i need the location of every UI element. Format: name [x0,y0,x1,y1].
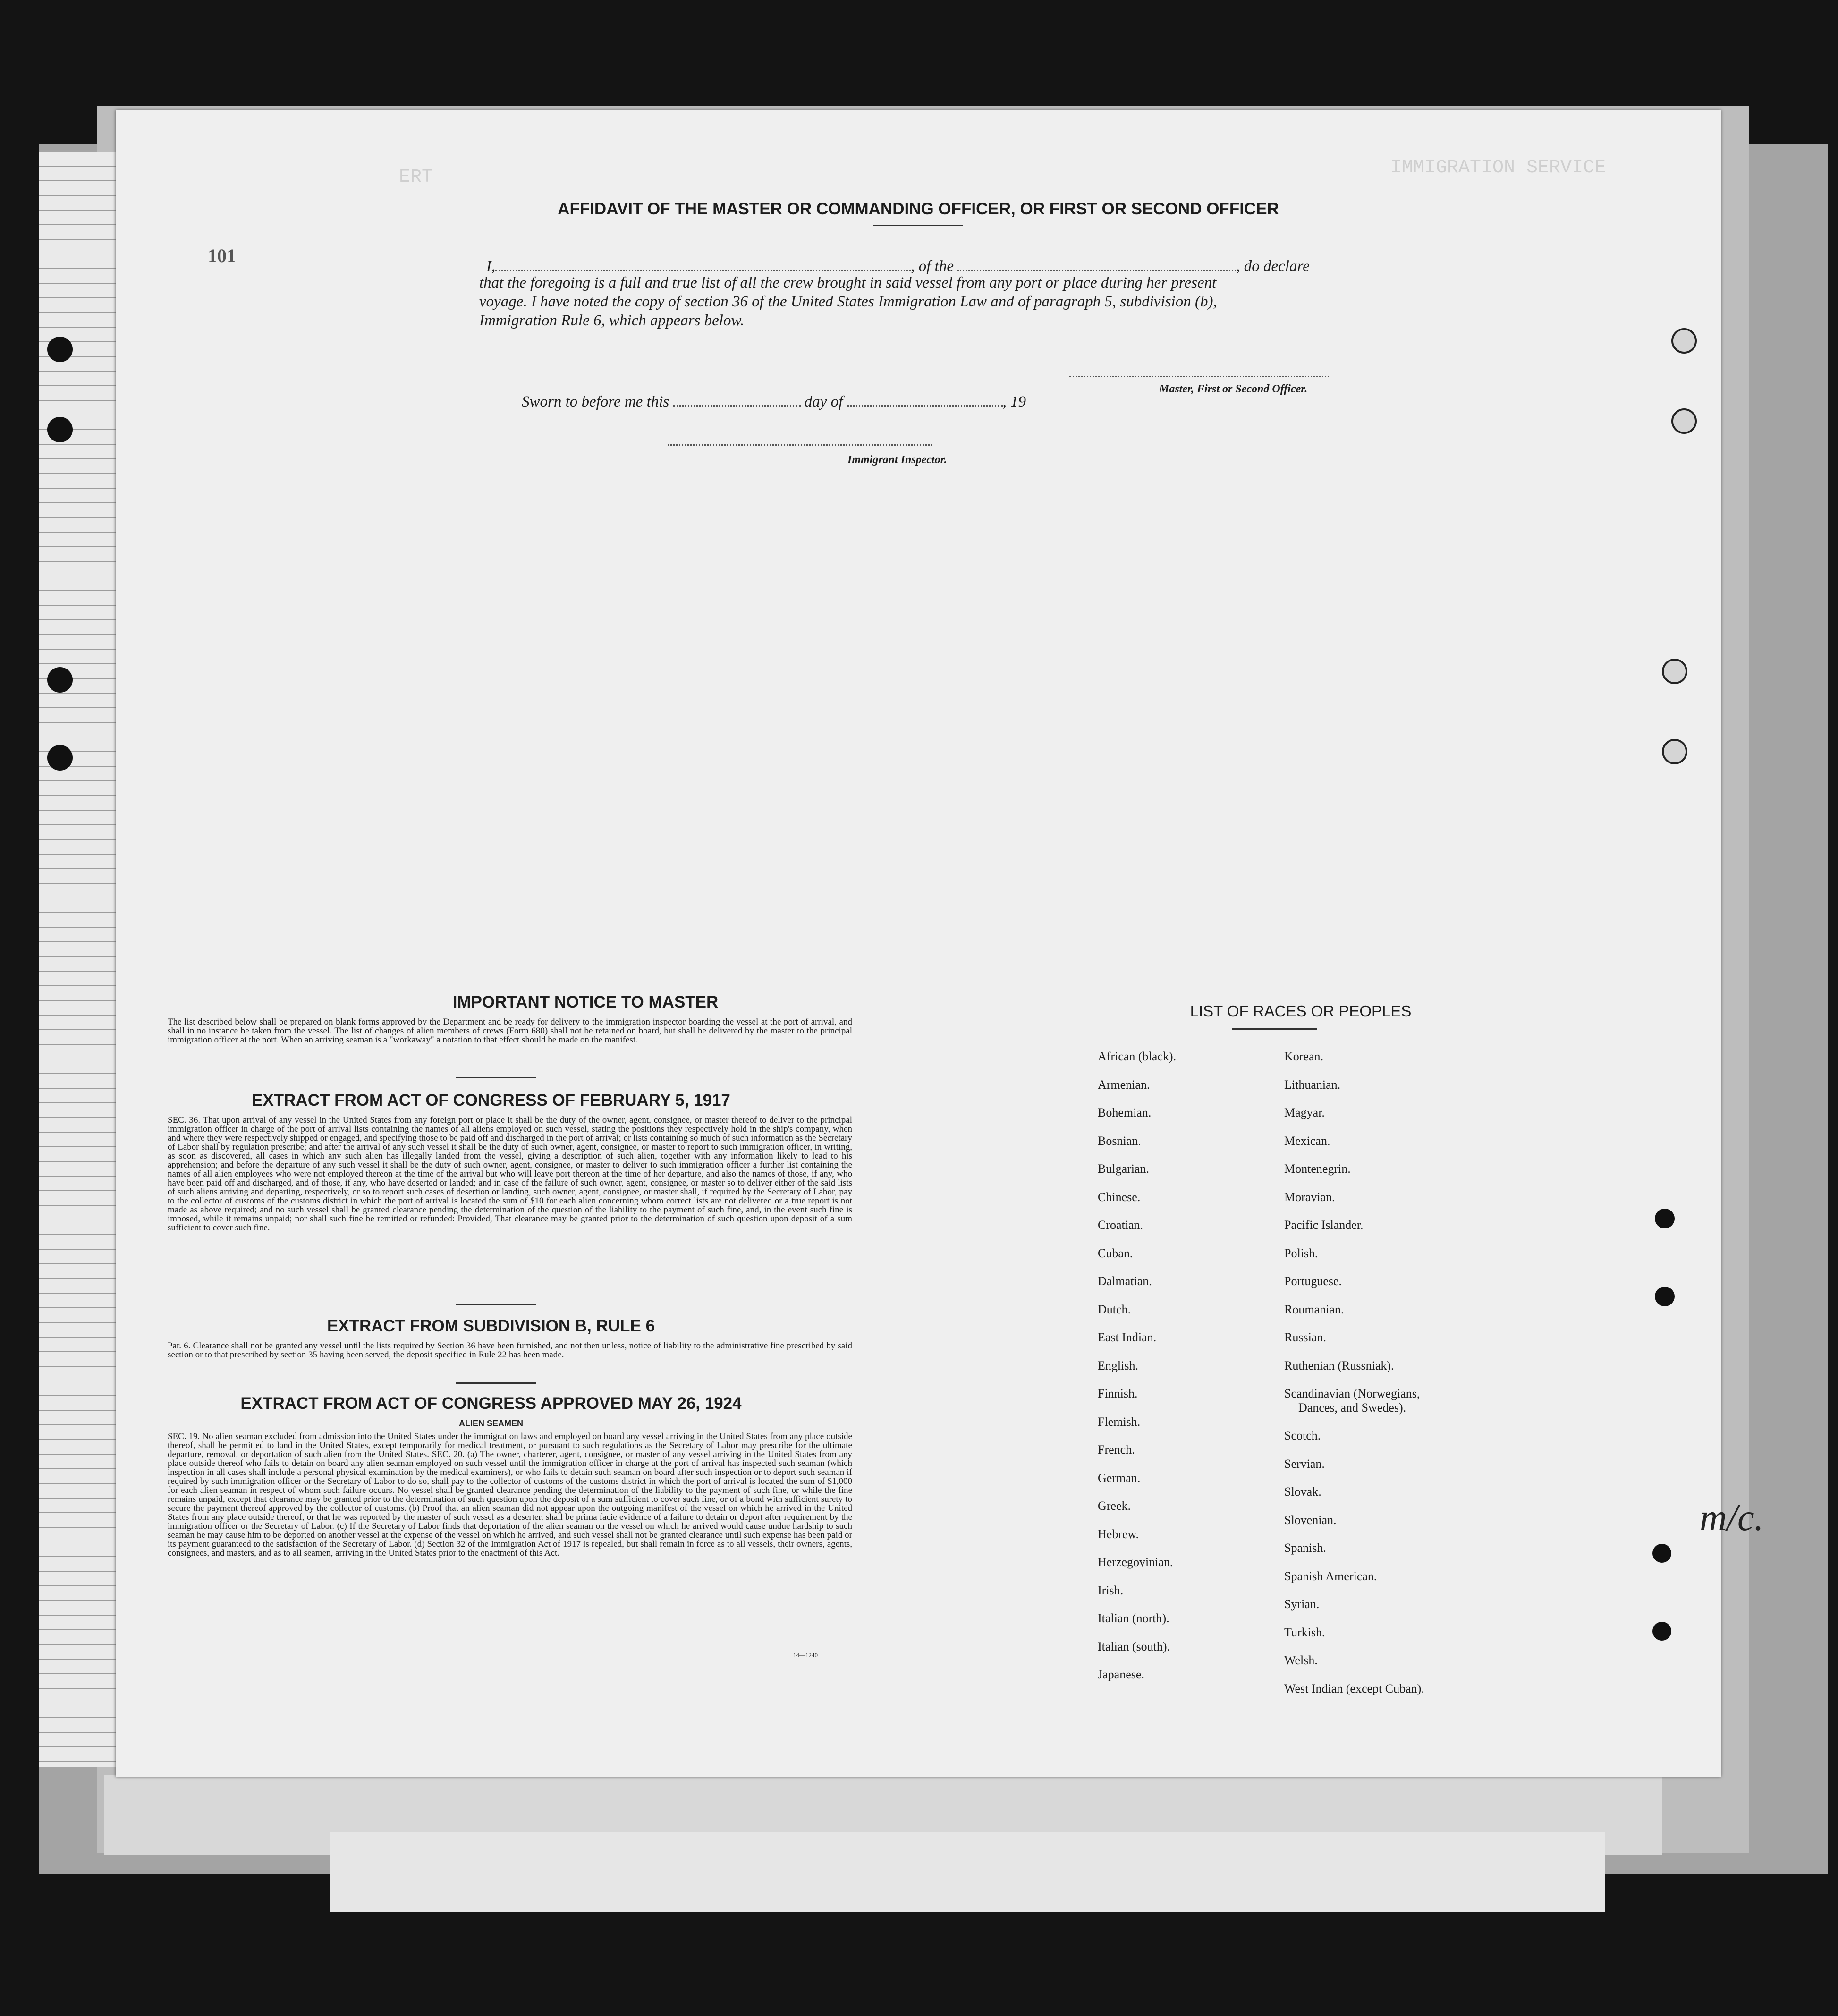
race-item: Croatian. [1098,1218,1143,1232]
punch-hole [47,745,73,771]
extract-1924-title: EXTRACT FROM ACT OF CONGRESS APPROVED MAY 26, 1924 [240,1394,742,1413]
master-signature-caption: Master, First or Second Officer. [1159,383,1308,395]
punch-hole-right [1671,408,1697,434]
punch-hole-right [1662,739,1687,764]
race-item: Korean. [1284,1050,1324,1063]
bleed-through-text: IMMIGRATION SERVICE [1390,157,1606,178]
race-item: English. [1098,1358,1138,1372]
affidavit-line-3: voyage. I have noted the copy of section 36 of the United States Immigration Law and of paragraph 5, subdivision (b), [479,293,1217,310]
race-item: Polish. [1284,1246,1318,1260]
year-text: , 19 [1002,393,1026,410]
master-name-blank [495,266,911,271]
race-item: Syrian. [1284,1597,1320,1611]
race-item: Italian (north). [1098,1611,1169,1625]
handwritten-page-number: 101 [208,245,236,266]
race-item: Armenian. [1098,1077,1150,1092]
vessel-name-blank [957,266,1236,271]
punch-hole-right-dark [1652,1544,1671,1563]
bleed-through-text: ERT [399,167,433,188]
extract-rule6-title: EXTRACT FROM SUBDIVISION B, RULE 6 [327,1317,655,1335]
master-signature-line [1069,372,1329,377]
race-item: Ruthenian (Russniak). [1284,1358,1394,1372]
affidavit-declare: , do declare [1236,258,1310,275]
race-item: Roumanian. [1284,1302,1344,1316]
race-item: Spanish American. [1284,1569,1377,1583]
race-item: East Indian. [1098,1330,1157,1344]
race-item: Servian. [1284,1457,1325,1471]
title-rule [873,225,963,226]
inspector-signature-line [668,440,932,446]
affidavit-title: AFFIDAVIT OF THE MASTER OR COMMANDING OFFICER, OR FIRST OR SECOND OFFICER [558,200,1279,218]
day-of-text: day of [804,393,843,410]
race-item: Welsh. [1284,1653,1318,1667]
race-item: Lithuanian. [1284,1077,1341,1092]
section-rule [456,1382,536,1384]
race-item: Russian. [1284,1330,1326,1344]
extract-1924-body: SEC. 19. No alien seaman excluded from admission into the United States under the immigration laws and employed on board any vessel arriving in the United States from any place outside thereof, shall be permitted to land in the United States, except temporarily for medical treatment, or pursuant to such regulations as the Secretary of Labor may prescribe for the ultimate departure, removal, or deportation of such alien from the United States. SEC. 20. (a) The owner, charterer, agent, consignee, or master of any vessel arriving in the United States from any place outside thereof who fails to detain on board any alien seaman employed on such vessel until the immigration officer in charge at the port of arrival has inspected such seaman (which inspection in all cases shall include a personal physical examination by the medical examiners), or who fails to detain such seaman on board after such inspection or to deport such seaman if required by such immigration officer or the Secretary of Labor to do so, shall pay to the collector of customs of the customs district in which the port of arrival is located the sum of $1,000 for each alien seaman in respect of whom such failure occurs. No vessel shall be granted clearance pending the determination of the liability to the payment of such fine, or while the fine remains unpaid, except that clearance may be granted prior to the determination of such question upon the deposit of a sum sufficient to cover such fine, or of a bond with sufficient surety to secure the payment thereof approved by the collector of customs. (b) Proof that an alien seaman did not appear upon the outgoing manifest of the vessel on which he arrived in the United States from any place outside thereof, or that he was reported by the master of such vessel as a deserter, shall be prima facie evidence of a failure to detain or deport after requirement by the immigration officer or the Secretary of Labor. (c) If the Secretary of Labor finds that deportation of the alien seaman on the vessel on which he arrived would cause undue hardship to such seaman he may cause him to be deported on another vessel at the expense of the vessel on which he arrived, and such vessel shall not be granted clearance until such expense has been paid or its payment guaranteed to the satisfaction of the Secretary of Labor. (d) Section 32 of the Immigration Act of 1917 is repealed, but shall remain in force as to all vessels, their owners, agents, consignees, and masters, and as to all seamen, arriving in the United States prior to the enactment of this Act. [168,1432,852,1558]
affidavit-line-2: that the foregoing is a full and true list of all the crew brought in said vessel from any port or place during her present [479,274,1217,291]
race-item: German. [1098,1471,1141,1485]
race-item: Scotch. [1284,1429,1321,1442]
race-item: Hebrew. [1098,1527,1139,1541]
section-rule [456,1077,536,1078]
race-item: Montenegrin. [1284,1162,1351,1176]
race-item: Greek. [1098,1499,1131,1513]
punch-hole-right-dark [1655,1209,1675,1228]
race-item: African (black). [1098,1050,1177,1063]
race-item: Italian (south). [1098,1639,1170,1653]
extract-1917-title: EXTRACT FROM ACT OF CONGRESS OF FEBRUARY 5, 1917 [252,1091,730,1110]
punch-hole [47,667,73,693]
race-item: Bohemian. [1098,1106,1152,1119]
race-item: Moravian. [1284,1190,1335,1204]
race-item: Irish. [1098,1583,1124,1597]
sworn-day-blank [673,401,801,407]
notice-body: The list described below shall be prepared on blank forms approved by the Department and be ready for delivery to the immigration inspector boarding the vessel at the port of arrival, and shall in no instance be taken from the vessel. The list of changes of alien members of crews (Form 680) shall not be retained on board, but shall be delivered by the master to the principal immigration officer at the port. When an arriving seaman is a "workaway" a notation to that effect should be made on the manifest. [168,1017,852,1045]
races-title-rule [1232,1028,1317,1030]
extract-rule6-body: Par. 6. Clearance shall not be granted any vessel until the lists required by Section 36 have been furnished, and not then unless, notice of liability to the administrative fine prescribed by said section or to that prescribed by section 35 having been served, the deposit specified in Rule 22 has been made. [168,1341,852,1360]
race-item: Pacific Islander. [1284,1218,1364,1232]
race-item: Portuguese. [1284,1274,1342,1288]
race-item: Spanish. [1284,1541,1326,1555]
punch-hole-right [1662,659,1687,684]
affidavit-of-the: , of the [911,258,954,275]
punch-hole-right [1671,328,1697,354]
sworn-month-blank [847,401,1003,407]
inspector-caption: Immigrant Inspector. [847,454,947,466]
affidavit-line-4: Immigration Rule 6, which appears below. [479,312,745,329]
sworn-text: Sworn to before me this [522,393,669,410]
sworn-line [522,392,1135,412]
race-item: Dalmatian. [1098,1274,1152,1288]
race-item: Dutch. [1098,1302,1131,1316]
extract-1924-subtitle: ALIEN SEAMEN [458,1419,523,1428]
races-title: LIST OF RACES OR PEOPLES [1190,1002,1412,1020]
race-item: Magyar. [1284,1106,1325,1119]
race-item: Bulgarian. [1098,1162,1150,1176]
margin-note: m/c. [1700,1497,1764,1539]
race-item: Dances, and Swedes). [1298,1400,1406,1415]
notice-title: IMPORTANT NOTICE TO MASTER [452,993,719,1011]
section-rule [456,1304,536,1305]
extract-1917-body: SEC. 36. That upon arrival of any vessel in the United States from any foreign port or place it shall be the duty of the owner, agent, consignee, or master thereof to deliver to the principal immigration officer in charge of the port of arrival lists containing the names of all aliens employed on such vessel, stating the positions they respectively hold in the ship's company, when and where they were respectively shipped or engaged, and specifying those to be paid off and discharged in the port of arrival; or lists containing so much of such information as the Secretary of Labor shall by regulation prescribe; and after the arrival of any such vessel it shall be the duty of such owner, agent, consignee, or master to report to such immigration officer, in writing, as soon as discovered, all cases in which any such alien has illegally landed from the vessel, giving a description of such alien, together with any information likely to lead to his apprehension; and before the departure of any such vessel it shall be the duty of such owner, agent, consignee, or master to deliver to such immigration officer a further list containing the names of all alien employees who were not employed thereon at the time of the arrival but who will leave port thereon at the time of her departure, and also the names of those, if any, who have been paid off and discharged, and of those, if any, who have deserted or landed; and in case of the failure of such owner, agent, consignee, or master so to deliver either of the said lists of such aliens arriving and departing, respectively, or so to report such cases of desertion or landing, such owner, agent, consignee, or master shall, if required by the Secretary of Labor, pay to the collector of customs of the customs district in which the port of arrival is located the sum of $10 for each alien concerning whom correct lists are not delivered or a true report is not made as above required; and no such vessel shall be granted clearance pending the determination of the question of the liability to the payment of such fine, and, in the event such fine is imposed, while it remains unpaid; nor shall such fine be remitted or refunded: Provided, That clearance may be granted prior to the determination of such question upon deposit of a sum sufficient to cover such fine. [168,1115,852,1233]
punch-hole-right-dark [1655,1287,1675,1306]
document-page [116,110,1721,1777]
race-item: Japanese. [1098,1668,1144,1681]
race-item: Mexican. [1284,1134,1330,1148]
race-item: Finnish. [1098,1387,1138,1400]
punch-hole-right-dark [1652,1622,1671,1641]
race-item: Slovenian. [1284,1513,1337,1527]
bottom-sheet-edge-lower [330,1832,1605,1912]
race-item: Cuban. [1098,1246,1133,1260]
race-item: Flemish. [1098,1415,1141,1429]
race-item: West Indian (except Cuban). [1284,1681,1424,1695]
race-item: Slovak. [1284,1485,1321,1499]
form-number: 14—1240 [793,1652,818,1659]
race-item: Chinese. [1098,1190,1141,1204]
race-item: Herzegovinian. [1098,1555,1173,1569]
race-item: French. [1098,1443,1135,1457]
punch-hole [47,417,73,442]
punch-hole [47,337,73,362]
affidavit-i: I, [486,258,496,275]
race-item: Turkish. [1284,1625,1325,1639]
race-item: Bosnian. [1098,1134,1141,1148]
race-item: Scandinavian (Norwegians, [1284,1387,1420,1400]
